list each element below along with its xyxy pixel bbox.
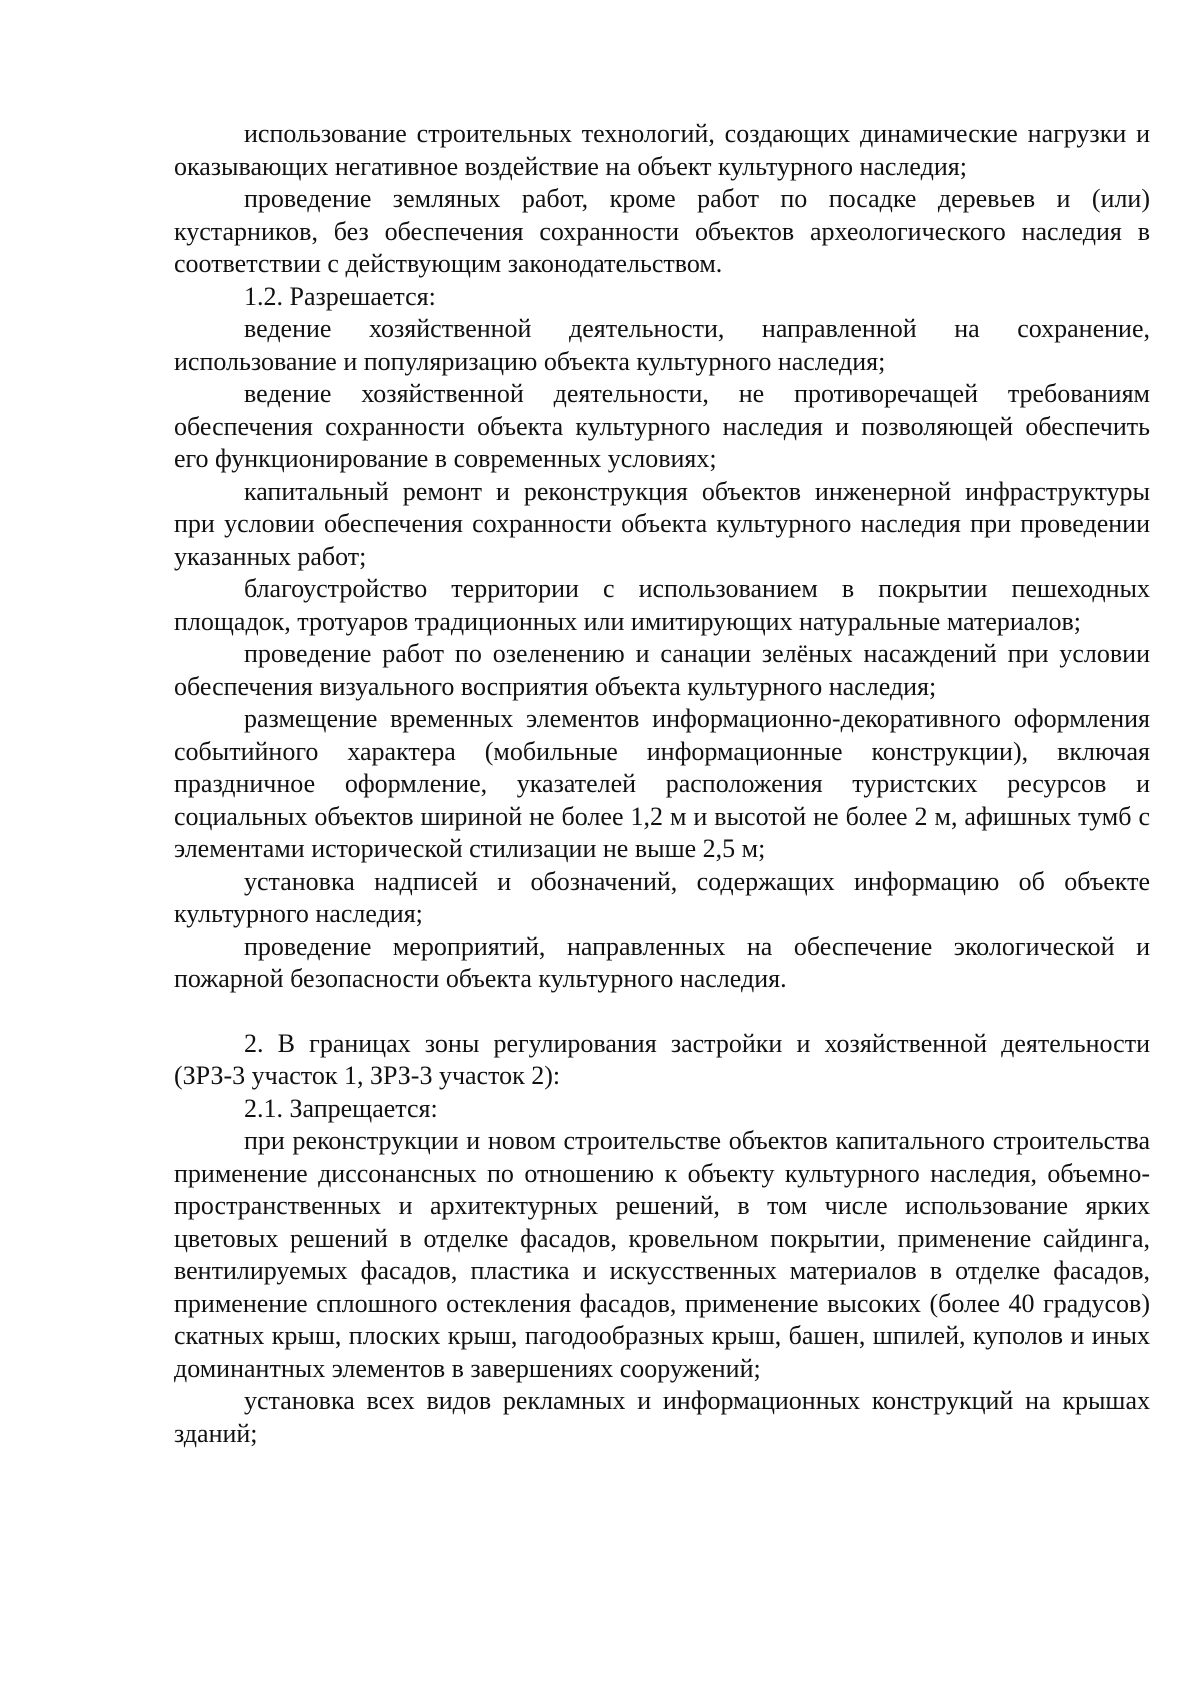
paragraph-economic-activity-preservation: ведение хозяйственной деятельности, направленной на сохранение, использование и популяризацию объекта культурного наследия; xyxy=(174,314,1150,376)
section-heading-1-2: 1.2. Разрешается: xyxy=(244,281,436,311)
paragraph-earthworks: проведение земляных работ, кроме работ по посадке деревьев и (или) кустарников, без обеспечения сохранности объектов археологического наследия в соответствии с действующим законодательством. xyxy=(174,184,1150,278)
paragraph-landscaping: благоустройство территории с использованием в покрытии пешеходных площадок, тротуаров традиционных или имитирующих натуральные материалов; xyxy=(174,574,1150,636)
paragraph-economic-activity-compliance: ведение хозяйственной деятельности, не противоречащей требованиям обеспечения сохранности объекта культурного наследия и позволяющей обеспечить его функционирование в современных условиях; xyxy=(174,379,1150,473)
paragraph-signage: установка надписей и обозначений, содержащих информацию об объекте культурного наследия; xyxy=(174,866,1150,928)
section-heading-2-1: 2.1. Запрещается: xyxy=(244,1093,438,1123)
section-spacer xyxy=(174,996,1150,1028)
paragraph-greening: проведение работ по озеленению и санации зелёных насаждений при условии обеспечения визуального восприятия объекта культурного наследия; xyxy=(174,639,1150,701)
paragraph-temporary-elements: размещение временных элементов информационно-декоративного оформления событийного характера (мобильные информационные конструкции), включая праздничное оформление, указателей расположения туристских ресурсов и социальных объектов шириной не более 1,2 м и высотой не более 2 м, афишных тумб с элементами исторической стилизации не выше 2,5 м; xyxy=(174,704,1150,863)
document-page xyxy=(174,118,1150,1450)
section-heading-2: 2. В границах зоны регулирования застройки и хозяйственной деятельности (ЗРЗ-3 участок 1, ЗРЗ-3 участок 2): xyxy=(174,1028,1150,1090)
paragraph-construction-technologies: использование строительных технологий, создающих динамические нагрузки и оказывающих негативное воздействие на объект культурного наследия; xyxy=(174,119,1150,181)
paragraph-roof-advertising: установка всех видов рекламных и информационных конструкций на крышах зданий; xyxy=(174,1386,1150,1448)
paragraph-infrastructure-repair: капитальный ремонт и реконструкция объектов инженерной инфраструктуры при условии обеспечения сохранности объекта культурного наследия при проведении указанных работ; xyxy=(174,476,1150,571)
paragraph-safety-measures: проведение мероприятий, направленных на обеспечение экологической и пожарной безопасности объекта культурного наследия. xyxy=(174,931,1150,993)
paragraph-dissonant-solutions: при реконструкции и новом строительстве объектов капитального строительства применение диссонансных по отношению к объекту культурного наследия, объемно-пространственных и архитектурных решений, в том числе использование ярких цветовых решений в отделке фасадов, кровельном покрытии, применение сайдинга, вентилируемых фасадов, пластика и искусственных материалов в отделке фасадов, применение сплошного остекления фасадов, применение высоких (более 40 градусов) скатных крыш, плоских крыш, пагодообразных крыш, башен, шпилей, куполов и иных доминантных элементов в завершениях сооружений; xyxy=(174,1126,1150,1383)
